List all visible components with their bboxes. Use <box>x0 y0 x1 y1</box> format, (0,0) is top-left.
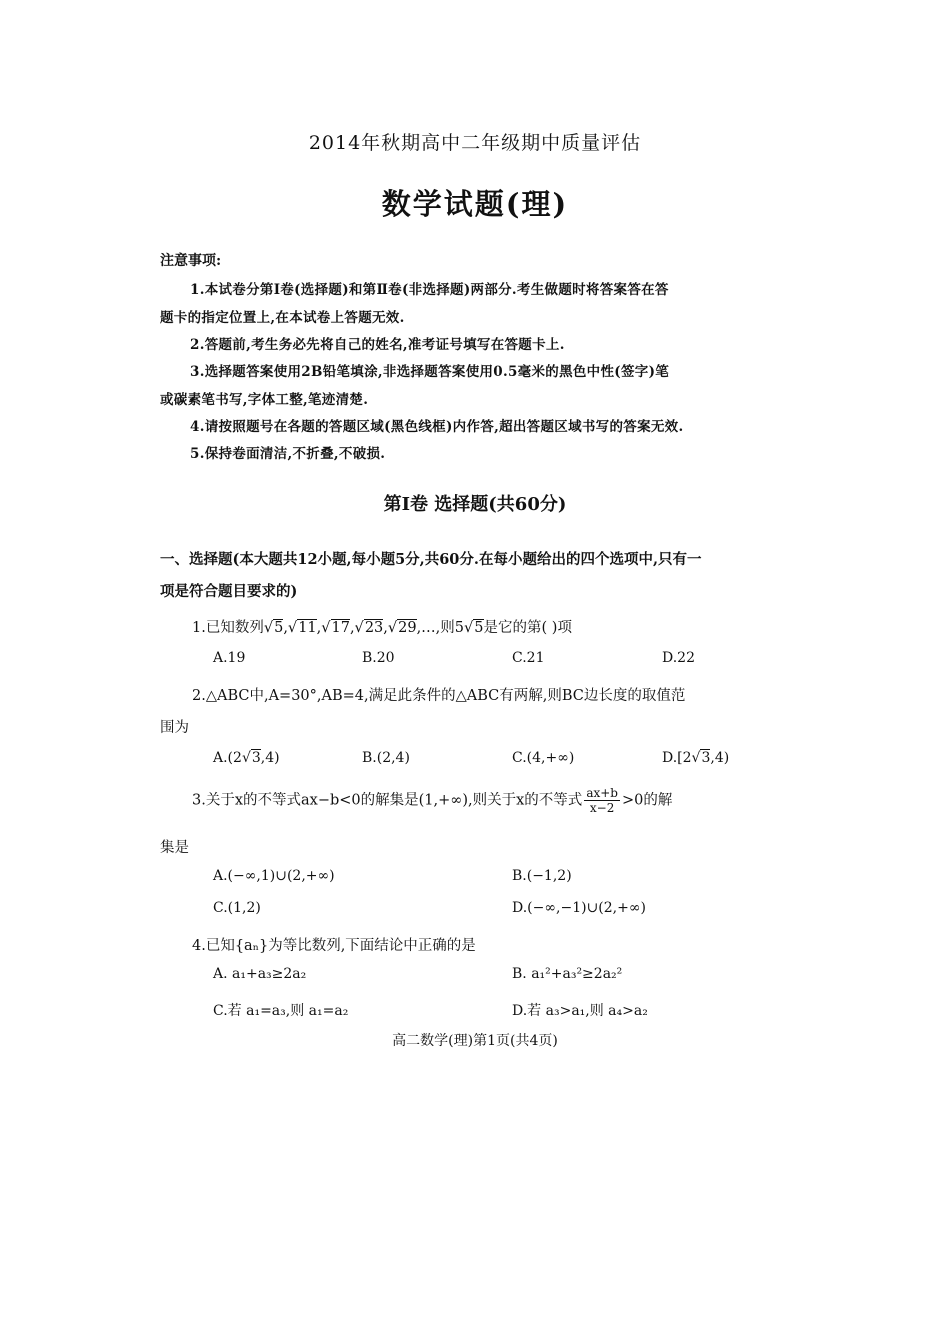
notice-line: 5.保持卷面清洁,不折叠,不破损. <box>190 446 386 462</box>
exam-subject-title: 数学试题(理) <box>381 187 569 221</box>
question-2-option-a: A.(2√3,4) <box>213 750 280 766</box>
question-1-option-a: A.19 <box>213 650 246 666</box>
notice-line: 或碳素笔书写,字体工整,笔迹清楚. <box>160 392 369 408</box>
question-4-option-b: B. a₁²+a₃²≥2a₂² <box>512 966 623 982</box>
section-intro-line2: 项是符合题目要求的) <box>160 583 298 600</box>
question-3-option-d: D.(−∞,−1)∪(2,+∞) <box>512 900 646 916</box>
question-3-option-b: B.(−1,2) <box>512 868 572 884</box>
question-2-stem-line2: 围为 <box>160 720 189 736</box>
question-3-stem: 3.关于x的不等式ax−b<0的解集是(1,+∞),则关于x的不等式 $\frac{ax+b}{x-2}$ >0的解 <box>192 786 673 815</box>
question-3-option-c: C.(1,2) <box>213 900 261 916</box>
question-3-stem-line2: 集是 <box>160 840 189 856</box>
question-2-option-c: C.(4,+∞) <box>512 750 575 766</box>
notice-line: 3.选择题答案使用2B铅笔填涂,非选择题答案使用0.5毫米的黑色中性(签字)笔 <box>190 364 670 380</box>
question-4-option-d: D.若 a₃>a₁,则 a₄>a₂ <box>512 1003 648 1019</box>
notice-line: 题卡的指定位置上,在本试卷上答题无效. <box>160 310 405 326</box>
question-2-option-d: D.[2√3,4) <box>662 750 730 766</box>
notice-heading: 注意事项: <box>160 253 222 269</box>
notice-line: 2.答题前,考生务必先将自己的姓名,准考证号填写在答题卡上. <box>190 337 565 353</box>
question-3-option-a: A.(−∞,1)∪(2,+∞) <box>213 868 335 884</box>
section-intro-line1: 一、选择题(本大题共12小题,每小题5分,共60分.在每小题给出的四个选项中,只有一 <box>160 551 702 568</box>
question-1-option-c: C.21 <box>512 650 545 666</box>
question-2-option-b: B.(2,4) <box>362 750 410 766</box>
notice-line: 4.请按照题号在各题的答题区域(黑色线框)内作答,超出答题区域书写的答案无效. <box>190 419 684 435</box>
question-4-option-c: C.若 a₁=a₃,则 a₁=a₂ <box>213 1003 349 1019</box>
page-footer: 高二数学(理)第1页(共4页) <box>392 1033 558 1049</box>
question-2-stem-line1: 2.△ABC中,A=30°,AB=4,满足此条件的△ABC有两解,则BC边长度的取值范 <box>192 688 686 704</box>
fraction: $\frac{ax+b}{x-2}$ <box>586 786 618 815</box>
question-1-option-b: B.20 <box>362 650 395 666</box>
exam-header-title: 2014年秋期高中二年级期中质量评估 <box>308 132 642 154</box>
notice-line: 1.本试卷分第Ⅰ卷(选择题)和第Ⅱ卷(非选择题)两部分.考生做题时将答案答在答 <box>190 282 669 298</box>
question-4-option-a: A. a₁+a₃≥2a₂ <box>213 966 307 982</box>
question-1-option-d: D.22 <box>662 650 695 666</box>
question-1-stem: 1.已知数列√5,√11,√17,√23,√29,…,则5√5是它的第( )项 <box>192 620 572 636</box>
question-4-stem: 4.已知{aₙ}为等比数列,下面结论中正确的是 <box>192 938 476 954</box>
section-heading: 第Ⅰ卷 选择题(共60分) <box>383 494 567 515</box>
